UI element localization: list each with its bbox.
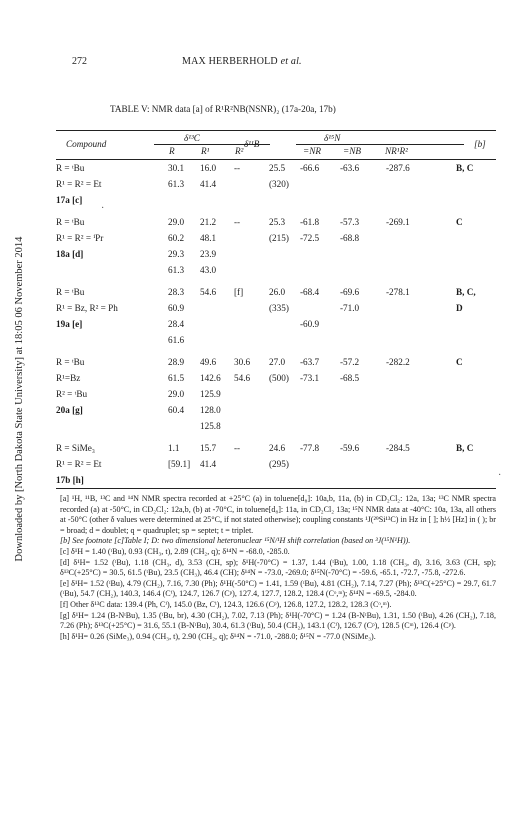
cell-r: 28.9 [168,357,185,367]
column-r1: R¹ [201,146,210,156]
cell-compound: R¹ = R² = ⁱPr [56,233,104,243]
cell-r: 60.2 [168,233,185,243]
cell-b11: 25.5 [269,163,286,173]
cell-compound: R = ᵗBu [56,357,85,367]
running-head: MAX HERBERHOLD et al. [182,56,302,67]
cell-r1: 128.0 [200,405,221,415]
group-header-n15: δ¹⁵N [324,133,341,143]
cell-r2: 54.6 [234,373,251,383]
cell-r2: -- [234,443,241,453]
cell-nb: -69.6 [340,287,360,297]
cell-method: B, C [456,163,474,173]
group-header-b11: δ¹¹B [244,139,260,149]
cell-nr1r2: -287.6 [386,163,410,173]
cell-r1: 142.6 [200,373,221,383]
cell-r: 30.1 [168,163,185,173]
column-b: [b] [474,139,486,149]
column-compound: Compound [66,139,107,149]
cell-nr: -66.6 [300,163,320,173]
cell-method: C [456,217,463,227]
cell-r: 60.9 [168,303,185,313]
cell-nb: -59.6 [340,443,360,453]
table-caption: TABLE V: NMR data [a] of R¹R²NB(NSNR)₂ (17a-20a, 17b) [110,104,336,114]
cell-nb: -68.5 [340,373,360,383]
column-nr1r2: NR¹R² [385,146,408,156]
cell-nb: -63.6 [340,163,360,173]
cell-r: 29.0 [168,217,185,227]
cell-nr: -60.9 [300,319,320,329]
cell-r: 28.3 [168,287,185,297]
cell-r: 61.5 [168,373,185,383]
n15-rule [296,144,464,145]
cell-nb: -57.2 [340,357,360,367]
footnotes [60,494,496,642]
cell-b11: 26.0 [269,287,286,297]
running-head-etal: et al. [280,56,302,67]
download-watermark: Downloaded by [North Dakota State University] at 18:05 06 November 2014 [14,236,25,562]
cell-compound: 19a [e] [56,319,83,329]
cell-compound: R¹ = R² = Et [56,459,102,469]
cell-r2: [f] [234,287,244,297]
cell-r: 29.3 [168,249,185,259]
column-nb: =NB [343,146,361,156]
cell-nr1r2: -269.1 [386,217,410,227]
footnote-d: [d] δ¹H= 1.52 (ᵗBu), 1.18 (CH₃, d), 3.53 (CH, sp); δ¹H(-70°C) = 1.37, 1.44 (ᵗBu), 1.00, 1.18 (CH₃, d), 3.16, 3.63 (CH, sp); δ¹³C(+25°C) = 30.5, 61.5 (ᵗBu), 23.5 (CH₃), 46.4 (CH); δ¹⁴N = -73.0, -269.0; δ¹⁵N(-70°C) = -59.6, -65.1, -72.7, -75.8, -272.6. [60,557,496,578]
cell-r: 1.1 [168,443,180,453]
stray-mark: · [498,470,502,481]
group-header-c13: δ¹³C [184,133,200,143]
footnote-g: [g] δ¹H= 1.24 (B-NᵗBu), 1.35 (ᵗBu, br), 4.30 (CH₂), 7.02, 7.13 (Ph); δ¹H(-70°C) = 1.24 (B-NᵗBu), 1.31, 1.50 (ᵗBu), 4.26 (CH₂), 7.18, 7.26 (Ph); δ¹³C(+25°C) = 31.6, 55.1 (B-NᵗBu), 30.4, 61.3 (ᵗBu), 50.4 (CH₂), 143.1 (Cⁱ), 126.7 (Cᵖ), 128.5 (Cᵐ), 126.4 (Cᵖ). [60,610,496,631]
cell-r: 61.6 [168,335,185,345]
column-nr: =NR [303,146,321,156]
cell-r2: -- [234,217,241,227]
cell-r: 61.3 [168,265,185,275]
cell-compound: 20a [g] [56,405,83,415]
cell-r1: 41.4 [200,179,217,189]
cell-nb: -57.3 [340,217,360,227]
cell-compound: R¹ = Bz, R² = Ph [56,303,118,313]
cell-compound: R¹=Bz [56,373,81,383]
cell-nr1r2: -278.1 [386,287,410,297]
cell-compound: R = ᵗBu [56,163,85,173]
cell-method: C [456,357,463,367]
cell-b11: 24.6 [269,443,286,453]
cell-b11: (215) [269,233,289,243]
cell-r1: 23.9 [200,249,217,259]
cell-compound: 17b [h] [56,475,84,485]
cell-r1: 54.6 [200,287,217,297]
cell-nr1r2: -284.5 [386,443,410,453]
cell-r1: 125.8 [200,421,221,431]
cell-r1: 49.6 [200,357,217,367]
cell-r: 29.0 [168,389,185,399]
cell-r: 28.4 [168,319,185,329]
cell-method: B, C, [456,287,476,297]
cell-r1: 125.9 [200,389,221,399]
table-header-rule [56,159,496,160]
cell-compound: R¹ = R² = Et [56,179,102,189]
cell-r1: 15.7 [200,443,217,453]
cell-r: [59.1] [168,459,191,469]
cell-r1: 48.1 [200,233,217,243]
cell-b11: (320) [269,179,289,189]
footnote-b: [b] See footnote [c]Table I; D: two dimensional heteronuclear ¹⁵N/¹H shift correlation (based on ³J(¹⁵N¹H)). [60,536,411,546]
cell-nr1r2: -282.2 [386,357,410,367]
cell-r2: 30.6 [234,357,251,367]
footnote-e: [e] δ¹H= 1.52 (ᵗBu), 4.79 (CH₂), 7.16, 7.30 (Ph); δ¹H(-50°C) = 1.41, 1.59 (ᵗBu), 4.81 (CH₂), 7.14, 7.27 (Ph); δ¹³C(+25°C) = 29.7, 61.7 (ᵗBu), 54.7 (CH₂), 140.3, 146.4 (Cⁱ), 124.7, 126.7 (Cᵖ), 127.4, 127.7, 128.2, 128.4 (Cᵒ,ᵐ); δ¹⁴N = -69.5, -284.0. [60,578,496,599]
cell-nr: -61.8 [300,217,320,227]
cell-r: 60.4 [168,405,185,415]
footnote-c: [c] δ¹H = 1.40 (ᵗBu), 0.93 (CH₃, t), 2.89 (CH₂, q); δ¹⁴N = -68.0, -285.0. [60,546,290,556]
cell-compound: R = ᵗBu [56,287,85,297]
table-top-rule [56,130,496,131]
cell-compound: R = SiMe₃ [56,443,96,453]
cell-method: D [456,303,463,313]
stray-mark: · [101,203,105,214]
cell-r1: 16.0 [200,163,217,173]
cell-b11: (295) [269,459,289,469]
cell-r1: 41.4 [200,459,217,469]
cell-r1: 21.2 [200,217,217,227]
footnote-f: [f] Other δ¹³C data: 139.4 (Ph, Cⁱ), 145.0 (Bz, Cⁱ), 124.3, 126.6 (Cᵖ), 126.8, 127.2, 128.2, 128.3 (Cᵒ,ᵐ). [60,599,392,609]
cell-b11: 25.3 [269,217,286,227]
cell-nr: -63.7 [300,357,320,367]
cell-compound: R² = ᵗBu [56,389,88,399]
cell-r1: 43.0 [200,265,217,275]
cell-r: 61.3 [168,179,185,189]
cell-nb: -68.8 [340,233,360,243]
footnote-a: [a] ¹H, ¹¹B, ¹³C and ¹⁴N NMR spectra recorded at +25°C (a) in toluene[d₈]: 10a,b, 11a, (b) in CD₂Cl₂: 12a, 13a; ¹³C NMR spectra recorded (a) at -50°C, in CD₂Cl₂: 12a,b, (b) at -70°C, in toluene[d₈]: 11a, in CD₂Cl₂ 13a; ¹⁵N NMR data at -40°C: 10a, 13a, all others at -50°C (other δ values were determined at 25°C, if not stated otherwise); coupling constants ¹J(²⁹Si¹³C) in Hz in [ ]; h½ [Hz] in ( ); br = broad; d = doublet; q = quadruplet; sp = septet; t = triplet. [60,494,496,535]
cell-nr: -77.8 [300,443,320,453]
page-number: 272 [72,56,87,67]
cell-b11: (500) [269,373,289,383]
column-r2: R² [235,146,244,156]
cell-r2: -- [234,163,241,173]
table-bottom-rule [56,488,496,489]
footnote-h: [h] δ¹H= 0.26 (SiMe₃), 0.94 (CH₃, t), 2.90 (CH₂, q); δ¹⁴N = -71.0, -288.0; δ¹⁵N = -77.0 (NSiMe₃). [60,631,376,641]
cell-nr: -68.4 [300,287,320,297]
cell-nb: -71.0 [340,303,360,313]
cell-method: B, C [456,443,474,453]
cell-compound: 17a [c] [56,195,83,205]
cell-b11: (335) [269,303,289,313]
cell-compound: 18a [d] [56,249,84,259]
cell-nr: -73.1 [300,373,320,383]
column-r: R [169,146,175,156]
cell-compound: R = ᵗBu [56,217,85,227]
cell-b11: 27.0 [269,357,286,367]
cell-nr: -72.5 [300,233,320,243]
